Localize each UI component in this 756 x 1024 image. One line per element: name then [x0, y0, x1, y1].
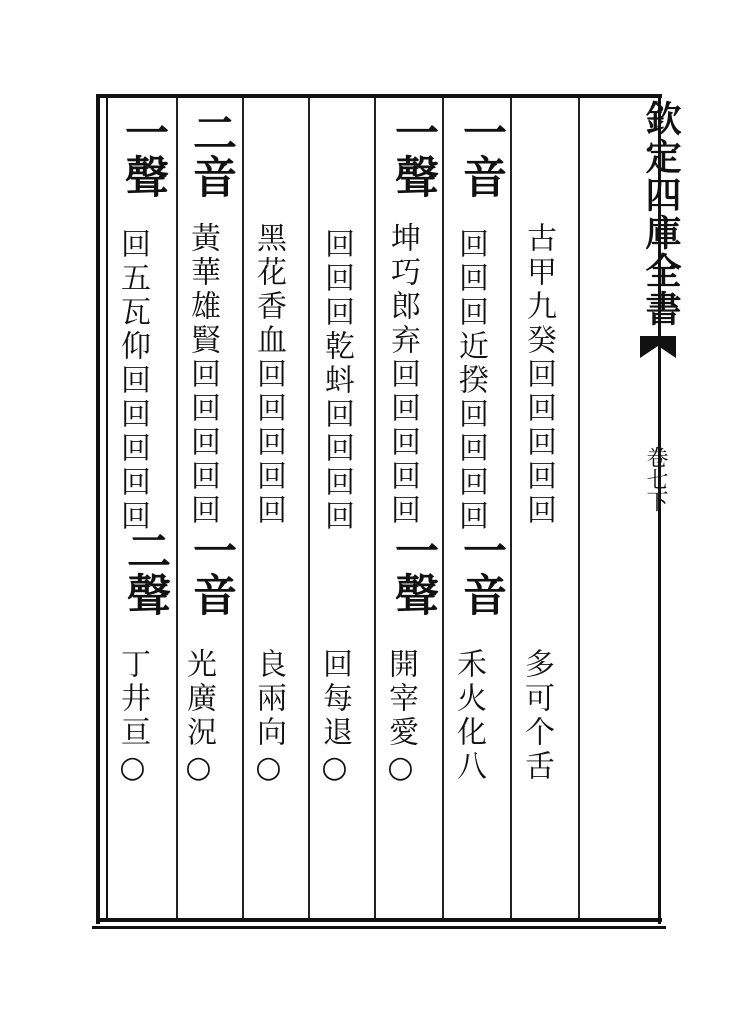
top-header-3: 一聲 [387, 110, 438, 198]
column-divider [374, 98, 376, 918]
column-divider [242, 98, 244, 918]
left-border-outer [106, 98, 108, 918]
column-divider [442, 98, 444, 918]
column-divider [578, 98, 580, 918]
bottom-column-1: 丁井亘○ [115, 648, 150, 789]
bottom-border-outer [92, 926, 666, 929]
margin-book-title: 欽定四庫全書 [640, 100, 682, 328]
column-divider [176, 98, 178, 918]
fishtail-mark-icon [640, 336, 676, 372]
bottom-column-2: 光廣況○ [181, 648, 216, 789]
bottom-column-4: 回每退○ [317, 648, 352, 789]
top-column-6: 回回回近揆回回回回 [453, 228, 488, 534]
top-header-4: 一音 [455, 110, 506, 198]
bottom-column-3: 良兩向○ [251, 648, 286, 789]
top-column-7: 古甲九癸回回回回回 [521, 222, 556, 528]
bottom-column-5: 開宰愛○ [383, 648, 418, 789]
bottom-header-3: 一聲 [387, 528, 438, 616]
top-header-1: 一聲 [117, 110, 168, 198]
bottom-column-6: 禾火化八 [451, 648, 486, 784]
bottom-column-7: 多可个舌 [519, 648, 554, 784]
bottom-border [96, 918, 662, 922]
left-border [96, 94, 100, 924]
bottom-header-4: 一音 [455, 528, 506, 616]
bottom-header-1: 二聲 [119, 528, 170, 616]
top-header-2: 二音 [185, 110, 236, 198]
top-column-3: 黑花香血回回回回回 [251, 222, 286, 528]
margin-volume-label: 卷七下 [643, 446, 668, 512]
top-column-1: 回五瓦仰回回回回回 [115, 228, 150, 534]
top-column-2: 黃華雄賢回回回回回 [185, 222, 220, 528]
top-column-5: 坤巧郎弃回回回回回 [385, 222, 420, 528]
column-divider [510, 98, 512, 918]
top-column-4: 回回回乾蚪回回回回 [319, 228, 354, 534]
column-divider [308, 98, 310, 918]
bottom-header-2: 一音 [185, 528, 236, 616]
